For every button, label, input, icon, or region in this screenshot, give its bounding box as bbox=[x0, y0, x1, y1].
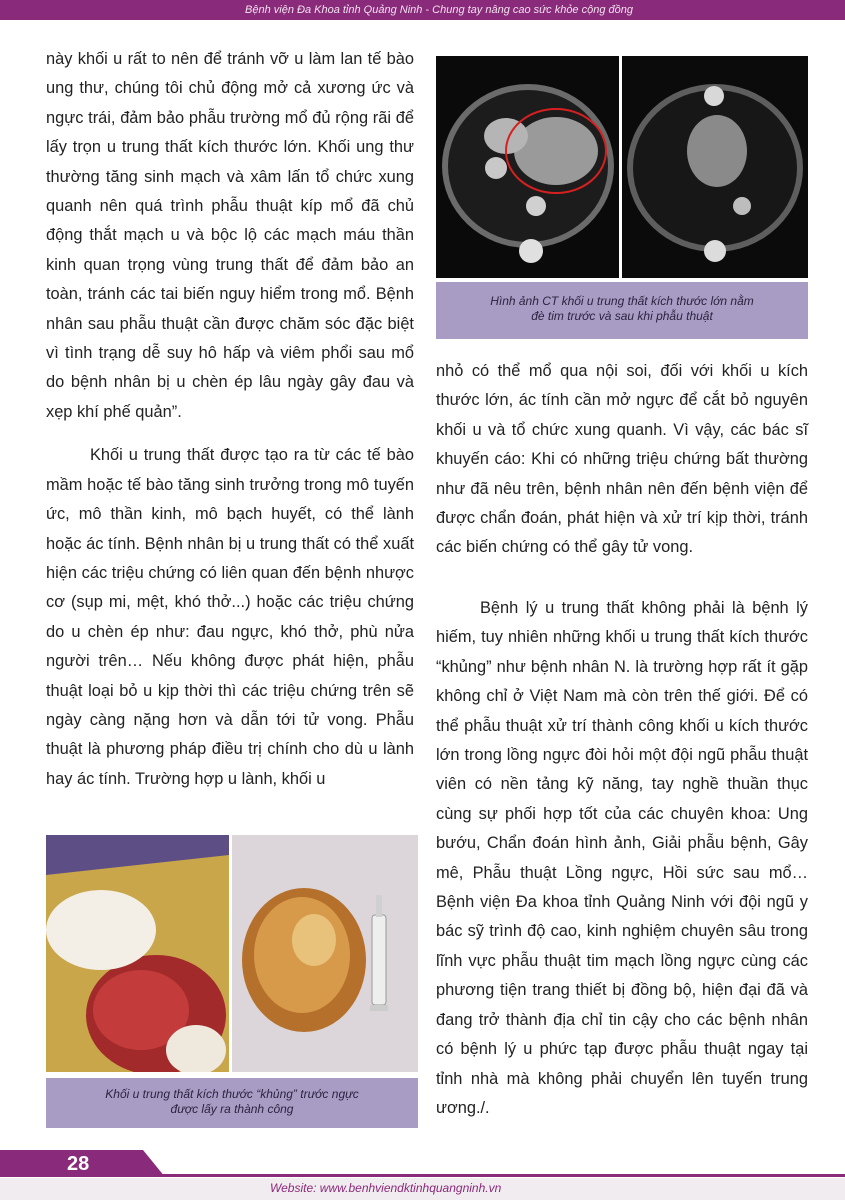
paragraph: Bệnh lý u trung thất không phải là bệnh lý hiếm, tuy nhiên những khối u trung thất kích thước “khủng” như bệnh nhân N. là trường hợp rất ít gặp không chỉ ở Việt Nam mà còn trên thế giới. Để có thể phẫu thuật xử trí thành công khối u kích thước lớn trong lồng ngực đòi hỏi một đội ngũ phẫu thuật viên có nền tảng kỹ năng, tay nghề thuần thục cùng sự phối hợp tốt của các chuyên khoa: Ung bướu, Chẩn đoán hình ảnh, Giải phẫu bệnh, Gây mê, Phẫu thuật Lồng ngực, Hồi sức sau mổ… Bệnh viện Đa khoa tỉnh Quảng Ninh với đội ngũ y bác sỹ trình độ cao, kinh nghiệm chuyên sâu trong lĩnh vực phẫu thuật tim mạch lồng ngực cùng các phương tiện trang thiết bị đồng bộ, hiện đại đã và đang trở thành địa chỉ tin cậy cho các bệnh nhân có bệnh lý u phức tạp được phẫu thuật ngay tại tỉnh nhà mà không phải chuyển lên tuyến trung ương./. bbox=[436, 599, 808, 1117]
footer-website: Website: www.benhviendktinhquangninh.vn bbox=[270, 1181, 502, 1195]
ct-scan-before-image bbox=[436, 56, 619, 278]
caption-line: Hình ảnh CT khối u trung thất kích thước lớn nằm bbox=[490, 294, 754, 308]
ct-figure-caption bbox=[436, 282, 808, 339]
left-text-column bbox=[46, 45, 414, 794]
ct-figure bbox=[436, 56, 808, 339]
surgery-figure-caption bbox=[46, 1078, 418, 1128]
tumor-specimen-image bbox=[232, 835, 418, 1072]
page-number: 28 bbox=[67, 1153, 90, 1175]
right-text-column-upper bbox=[436, 357, 808, 563]
surgery-photo-image bbox=[46, 835, 229, 1072]
paragraph: Khối u trung thất được tạo ra từ các tế bào mầm hoặc tế bào tăng sinh trưởng trong mô tuyến ức, mô thần kinh, mô bạch huyết, có thể lành hoặc ác tính. Bệnh nhân bị u trung thất có thể xuất hiện các triệu chứng có liên quan đến bệnh nhược cơ (sụp mi, mệt, khó thở...) hoặc các triệu chứng do u chèn ép như: đau ngực, khó thở, phù nửa người trên… Nếu không được phát hiện, phẫu thuật loại bỏ u kịp thời thì các triệu chứng trên sẽ ngày càng nặng hơn và dẫn tới tử vong. Phẫu thuật là phương pháp điều trị chính cho dù u lành hay ác tính. Trường hợp u lành, khối u bbox=[46, 446, 414, 788]
header-tagline: Bệnh viện Đa Khoa tỉnh Quảng Ninh - Chung tay nâng cao sức khỏe cộng đồng bbox=[245, 4, 633, 16]
footer-divider bbox=[150, 1174, 845, 1177]
caption-line: Khối u trung thất kích thước “khủng” trước ngực bbox=[105, 1087, 359, 1101]
header-bar bbox=[0, 0, 845, 20]
surgery-figure bbox=[46, 835, 418, 1128]
right-text-column-lower bbox=[436, 594, 808, 1123]
caption-line: được lấy ra thành công bbox=[170, 1102, 294, 1116]
ct-scan-after-image bbox=[622, 56, 808, 278]
paragraph: nhỏ có thể mổ qua nội soi, đối với khối u kích thước lớn, ác tính cần mở ngực để cắt bỏ nguyên khối u và tổ chức xung quanh. Vì vậy, các bác sĩ khuyến cáo: Khi có những triệu chứng bất thường như đã nêu trên, bệnh nhân nên đến bệnh viện để được chẩn đoán, phát hiện và xử trí kịp thời, tránh các biến chứng có thể gây tử vong. bbox=[436, 362, 808, 557]
paragraph: này khối u rất to nên để tránh vỡ u làm lan tế bào ung thư, chúng tôi chủ động mở cả xương ức và ngực trái, đảm bảo phẫu trường mổ đủ rộng rãi để lấy trọn u trung thất kích thước lớn. Khối ung thư thường tăng sinh mạch và xâm lấn tổ chức xung quanh nên quá trình phẫu thuật kíp mổ đã chủ động thắt mạch u và bộc lộ các mạch máu thần kinh quan trọng vùng trung thất để đảm bảo an toàn, tránh các tai biến nguy hiểm trong mổ. Bệnh nhân sau phẫu thuật cần được chăm sóc đặc biệt vì tình trạng dễ suy hô hấp và viêm phổi sau mổ do bệnh nhân bị u chèn ép lâu ngày gây đau và xẹp khí phế quản”. bbox=[46, 50, 414, 421]
caption-line: đè tim trước và sau khi phẫu thuật bbox=[531, 309, 713, 323]
